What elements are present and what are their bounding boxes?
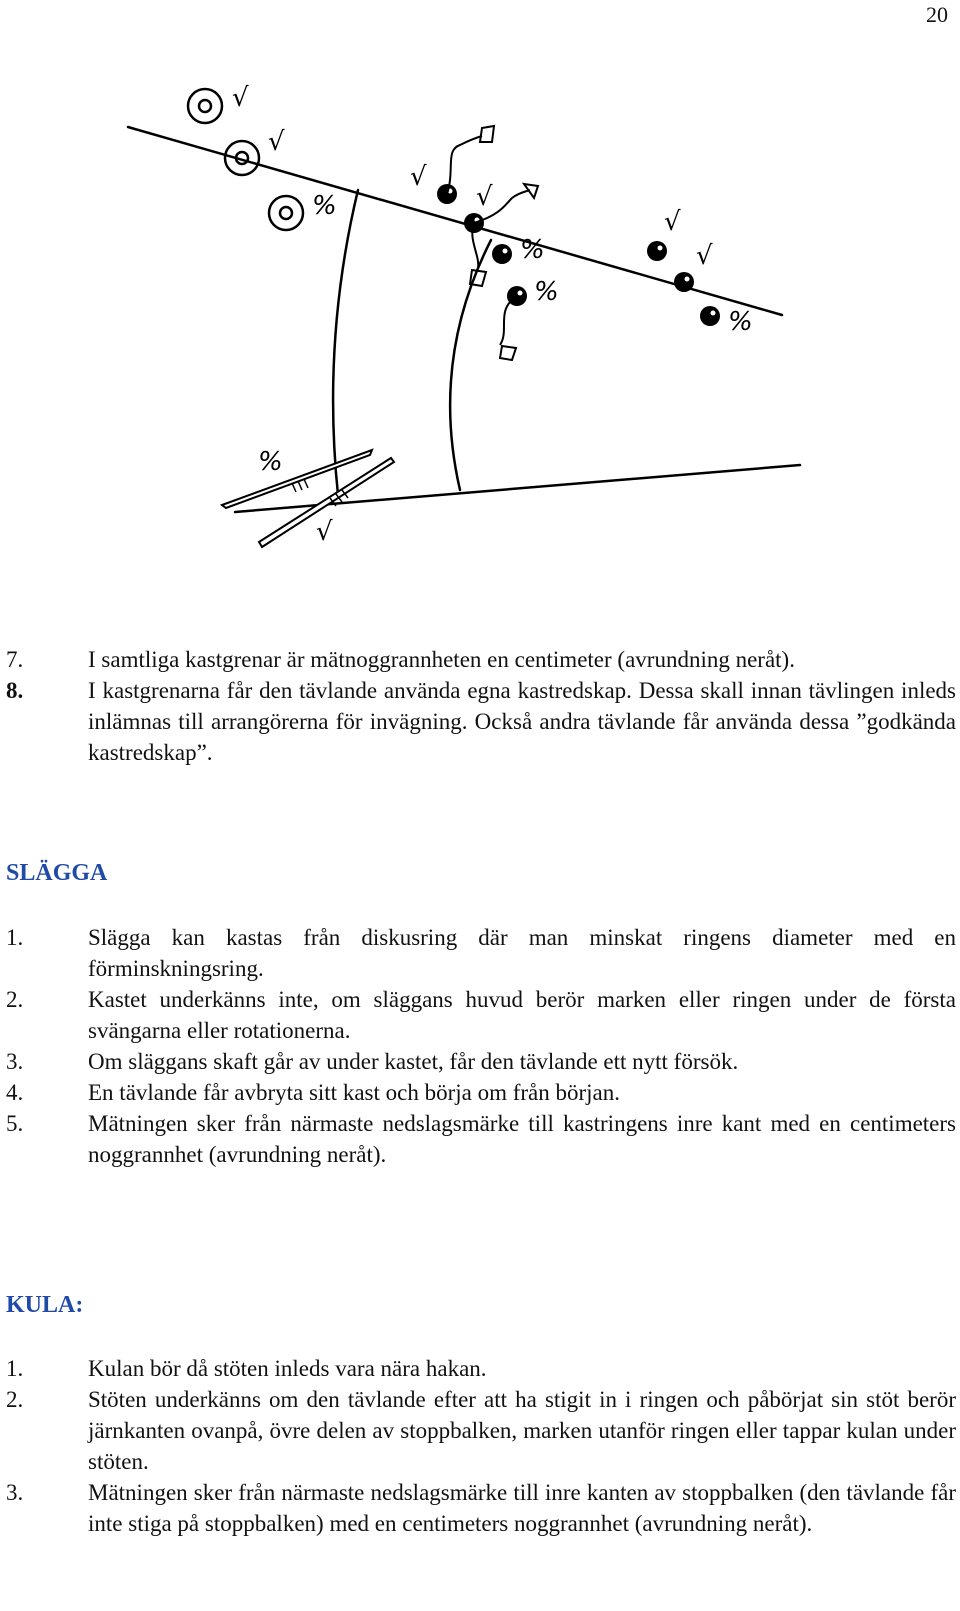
item-number: 7. — [6, 647, 24, 672]
item-text: Kastet underkänns inte, om släggans huvud berör marken eller ringen under de första svängarna eller rotationerna. — [88, 987, 956, 1043]
item-text: Kulan bör då stöten inleds vara nära hakan. — [88, 1356, 487, 1381]
item-number: 2. — [6, 1387, 24, 1412]
item-text: I samtliga kastgrenar är mätnoggrannheten en centimeter (avrundning neråt). — [88, 647, 795, 672]
mark-valid: √ — [696, 241, 713, 271]
list-item — [6, 644, 956, 675]
list-item — [6, 675, 956, 768]
kula-rules-list — [6, 1353, 956, 1539]
arc-inner — [333, 190, 358, 495]
mark-invalid: % — [728, 307, 753, 337]
ball-5 — [647, 241, 667, 261]
list-item — [6, 1046, 956, 1077]
page-number: 20 — [926, 2, 948, 27]
sector-line-landing-diagram — [0, 0, 960, 600]
discus-ring-3 — [269, 196, 303, 230]
list-item — [6, 1384, 956, 1477]
mark-invalid: % — [534, 277, 559, 307]
section-heading-kula: KULA: — [6, 1292, 84, 1318]
mark-valid: √ — [316, 517, 333, 547]
item-text: Slägga kan kastas från diskusring där man minskat ringens diameter med en förminskningsring. — [88, 925, 956, 981]
mark-valid: √ — [476, 182, 493, 212]
item-number: 2. — [6, 987, 24, 1012]
item-number: 1. — [6, 925, 24, 950]
ball-3 — [492, 244, 512, 264]
item-number: 5. — [6, 1111, 24, 1136]
mark-invalid: % — [312, 191, 337, 221]
item-text: Stöten underkänns om den tävlande efter att ha stigit in i ringen och påbörjat sin stöt berör järnkanten ovanpå, övre delen av stoppbalken, marken utanför ringen eller tappar kulan under stöten. — [88, 1387, 956, 1474]
mark-valid: √ — [268, 127, 285, 157]
item-text: En tävlande får avbryta sitt kast och börja om från början. — [88, 1080, 621, 1105]
list-item — [6, 1353, 956, 1384]
list-item — [6, 1108, 956, 1170]
item-text: Mätningen sker från närmaste nedslagsmärke till inre kanten av stoppbalken (den tävlande får inte stiga på stoppbalken) med en centimeters noggrannhet (avrundning neråt). — [88, 1480, 956, 1536]
item-number: 8. — [6, 678, 24, 703]
general-rules-list — [6, 644, 956, 768]
list-item — [6, 922, 956, 984]
mark-invalid: % — [258, 447, 283, 477]
ball-7 — [700, 306, 720, 326]
mark-valid: √ — [664, 207, 681, 237]
list-item — [6, 1077, 956, 1108]
item-number: 3. — [6, 1480, 24, 1505]
discus-ring-2 — [225, 141, 259, 175]
section-heading-slagga: SLÄGGA — [6, 860, 108, 886]
item-text: Mätningen sker från närmaste nedslagsmärke till kastringens inre kant med en centimeters noggrannhet (avrundning neråt). — [88, 1111, 956, 1167]
slagga-rules-list — [6, 922, 956, 1170]
item-text: I kastgrenarna får den tävlande använda egna kastredskap. Dessa skall innan tävlingen inleds inlämnas till arrangörerna för invägning. Också andra tävlande får använda dessa ”godkända kastredskap”. — [88, 678, 956, 765]
list-item — [6, 984, 956, 1046]
javelin-1 — [222, 450, 372, 508]
mark-invalid: % — [520, 235, 545, 265]
mark-valid: √ — [232, 83, 249, 113]
item-number: 1. — [6, 1356, 24, 1381]
discus-ring-1 — [188, 89, 222, 123]
item-number: 3. — [6, 1049, 24, 1074]
mark-valid: √ — [410, 162, 427, 192]
item-number: 4. — [6, 1080, 24, 1105]
list-item — [6, 1477, 956, 1539]
item-text: Om släggans skaft går av under kastet, får den tävlande ett nytt försök. — [88, 1049, 739, 1074]
ball-6 — [674, 272, 694, 292]
